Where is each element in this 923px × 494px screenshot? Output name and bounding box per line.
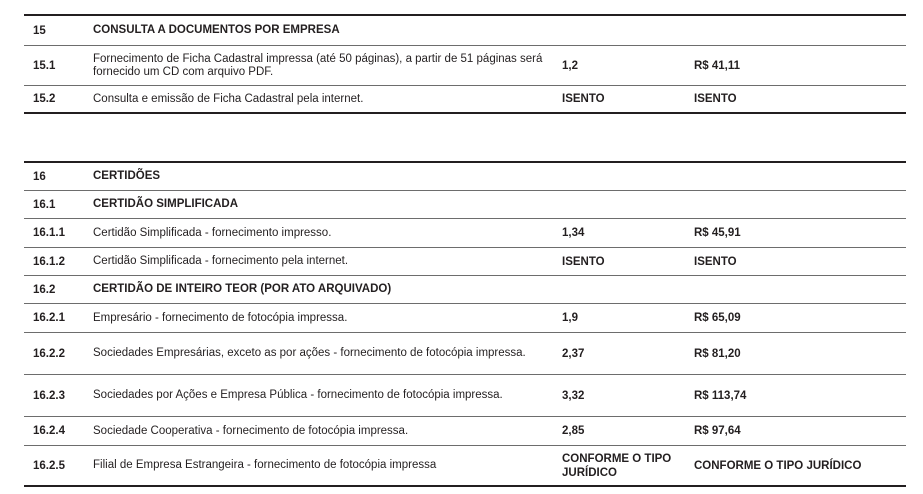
item-description: Sociedades por Ações e Empresa Pública - fornecimento de fotocópia impressa. bbox=[93, 389, 503, 401]
table-row bbox=[24, 333, 906, 375]
subsection-title: CERTIDÃO SIMPLIFICADA bbox=[93, 198, 239, 210]
item-number: 15.2 bbox=[33, 93, 56, 105]
item-description: Sociedade Cooperativa - fornecimento de fotocópia impressa. bbox=[93, 424, 409, 437]
section-header-row bbox=[24, 161, 906, 191]
section-header-row bbox=[24, 14, 906, 46]
item-quantity: 1,2 bbox=[562, 59, 578, 72]
table-row bbox=[24, 86, 906, 114]
item-number: 16.2.2 bbox=[33, 347, 65, 360]
section-number: 16 bbox=[33, 170, 46, 183]
table-row bbox=[24, 446, 906, 487]
item-number: 16.1.2 bbox=[33, 255, 65, 268]
item-number: 16.2.3 bbox=[33, 389, 65, 402]
item-description: Empresário - fornecimento de fotocópia impressa. bbox=[93, 311, 348, 324]
subsection-title: CERTIDÃO DE INTEIRO TEOR (POR ATO ARQUIVADO) bbox=[93, 283, 392, 295]
item-quantity: ISENTO bbox=[562, 93, 605, 105]
subsection-header-row bbox=[24, 191, 906, 219]
section-number: 15 bbox=[33, 24, 46, 37]
item-value: CONFORME O TIPO JURÍDICO bbox=[694, 459, 862, 472]
item-value: R$ 65,09 bbox=[694, 312, 741, 324]
fee-table-section-16 bbox=[24, 161, 906, 487]
section-title: CERTIDÕES bbox=[93, 170, 161, 182]
item-number: 15.1 bbox=[33, 59, 56, 72]
subsection-header-row bbox=[24, 276, 906, 304]
item-value: R$ 41,11 bbox=[694, 59, 741, 72]
item-description: Certidão Simplificada - fornecimento pela internet. bbox=[93, 255, 349, 267]
table-row bbox=[24, 304, 906, 333]
item-value: ISENTO bbox=[694, 93, 737, 105]
table-row bbox=[24, 219, 906, 248]
item-description: Certidão Simplificada - fornecimento impresso. bbox=[93, 226, 332, 239]
item-quantity: 2,37 bbox=[562, 347, 585, 360]
item-quantity: 1,34 bbox=[562, 227, 585, 239]
item-quantity: 2,85 bbox=[562, 425, 585, 437]
item-value: ISENTO bbox=[694, 255, 737, 268]
item-number: 16.1.1 bbox=[33, 227, 65, 239]
subsection-number: 16.2 bbox=[33, 283, 56, 296]
fee-table-section-15 bbox=[24, 14, 906, 114]
item-number: 16.2.5 bbox=[33, 459, 65, 472]
item-quantity: 1,9 bbox=[562, 312, 578, 324]
item-value: R$ 113,74 bbox=[694, 389, 747, 402]
item-quantity: ISENTO bbox=[562, 255, 605, 268]
section-title: CONSULTA A DOCUMENTOS POR EMPRESA bbox=[93, 24, 340, 36]
table-row bbox=[24, 248, 906, 276]
item-description: Consulta e emissão de Ficha Cadastral pela internet. bbox=[93, 92, 364, 105]
item-quantity: 3,32 bbox=[562, 389, 585, 402]
item-value: R$ 81,20 bbox=[694, 347, 741, 360]
item-number: 16.2.1 bbox=[33, 312, 65, 324]
item-quantity: CONFORME O TIPO JURÍDICO bbox=[562, 452, 672, 479]
item-number: 16.2.4 bbox=[33, 425, 65, 437]
item-value: R$ 97,64 bbox=[694, 425, 741, 437]
item-description: Fornecimento de Ficha Cadastral impressa (até 50 páginas), a partir de 51 páginas será fornecido um CD com arquivo PDF. bbox=[93, 52, 543, 78]
item-value: R$ 45,91 bbox=[694, 227, 741, 239]
item-description: Sociedades Empresárias, exceto as por ações - fornecimento de fotocópia impressa. bbox=[93, 347, 526, 359]
table-row bbox=[24, 375, 906, 417]
subsection-number: 16.1 bbox=[33, 198, 56, 211]
table-row bbox=[24, 46, 906, 86]
item-description: Filial de Empresa Estrangeira - fornecimento de fotocópia impressa bbox=[93, 459, 437, 471]
table-row bbox=[24, 417, 906, 446]
